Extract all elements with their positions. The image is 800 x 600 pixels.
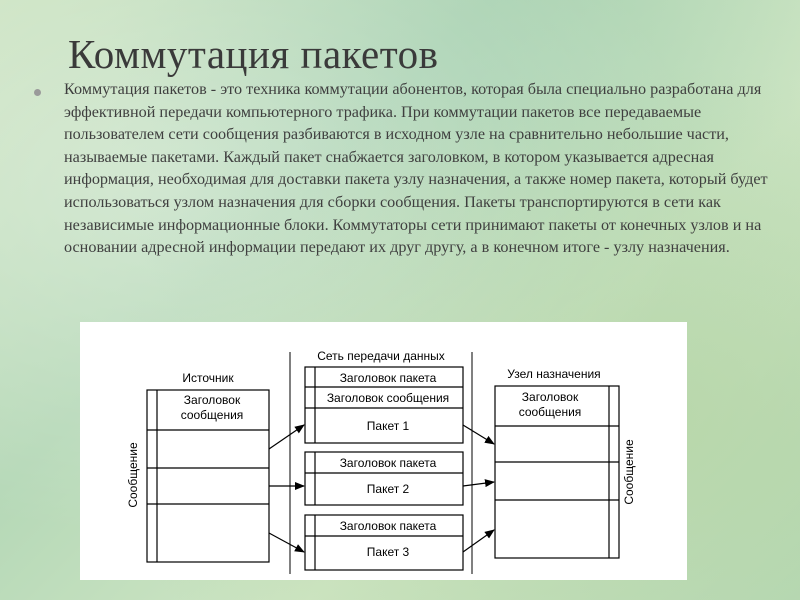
network-label: Сеть передачи данных xyxy=(317,349,445,363)
arrow-packet3-destination xyxy=(463,530,494,552)
arrow-source-packet3 xyxy=(269,533,304,552)
packet-switching-diagram xyxy=(80,322,687,580)
arrow-source-packet1 xyxy=(269,425,304,449)
arrow-packet2-destination xyxy=(463,482,494,486)
packet2-label: Пакет 2 xyxy=(366,482,410,496)
source-header-line2: сообщения xyxy=(180,408,244,422)
packet2-header: Заголовок пакета xyxy=(339,456,437,470)
slide-title: Коммутация пакетов xyxy=(68,31,439,77)
source-message-label: Сообщение xyxy=(126,442,140,508)
packet1-message-header: Заголовок сообщения xyxy=(326,391,450,405)
packet3-label: Пакет 3 xyxy=(366,545,410,559)
packet3-header: Заголовок пакета xyxy=(339,519,437,533)
bullet-dot xyxy=(34,89,41,96)
arrow-packet1-destination xyxy=(463,425,494,444)
destination-header-line1: Заголовок xyxy=(521,390,579,404)
source-header-line1: Заголовок xyxy=(183,393,241,407)
destination-label: Узел назначения xyxy=(507,367,601,381)
destination-message-label: Сообщение xyxy=(622,439,636,505)
packet1-header: Заголовок пакета xyxy=(339,371,437,385)
destination-header-line2: сообщения xyxy=(518,405,582,419)
packet1-label: Пакет 1 xyxy=(366,419,410,433)
body-paragraph: Коммутация пакетов - это техника коммутации абонентов, которая была специально разработана для эффективной передачи компьютерного трафика. При коммутации пакетов все передаваемые пользователем сети сообщения разбиваются в исходном узле на сравнительно небольшие части, называемые пакетами. Каждый пакет снабжается заголовком, в котором указывается адресная информация, необходимая для доставки пакета узлу назначения, а также номер пакета, который будет использоваться узлом назначения для сборки сообщения. Пакеты транспортируются в сети как независимые информационные блоки. Коммутаторы сети принимают пакеты от конечных узлов и на основании адресной информации передают их друг другу, а в конечном итоге - узлу назначения. xyxy=(64,80,768,257)
source-label: Источник xyxy=(182,371,234,385)
